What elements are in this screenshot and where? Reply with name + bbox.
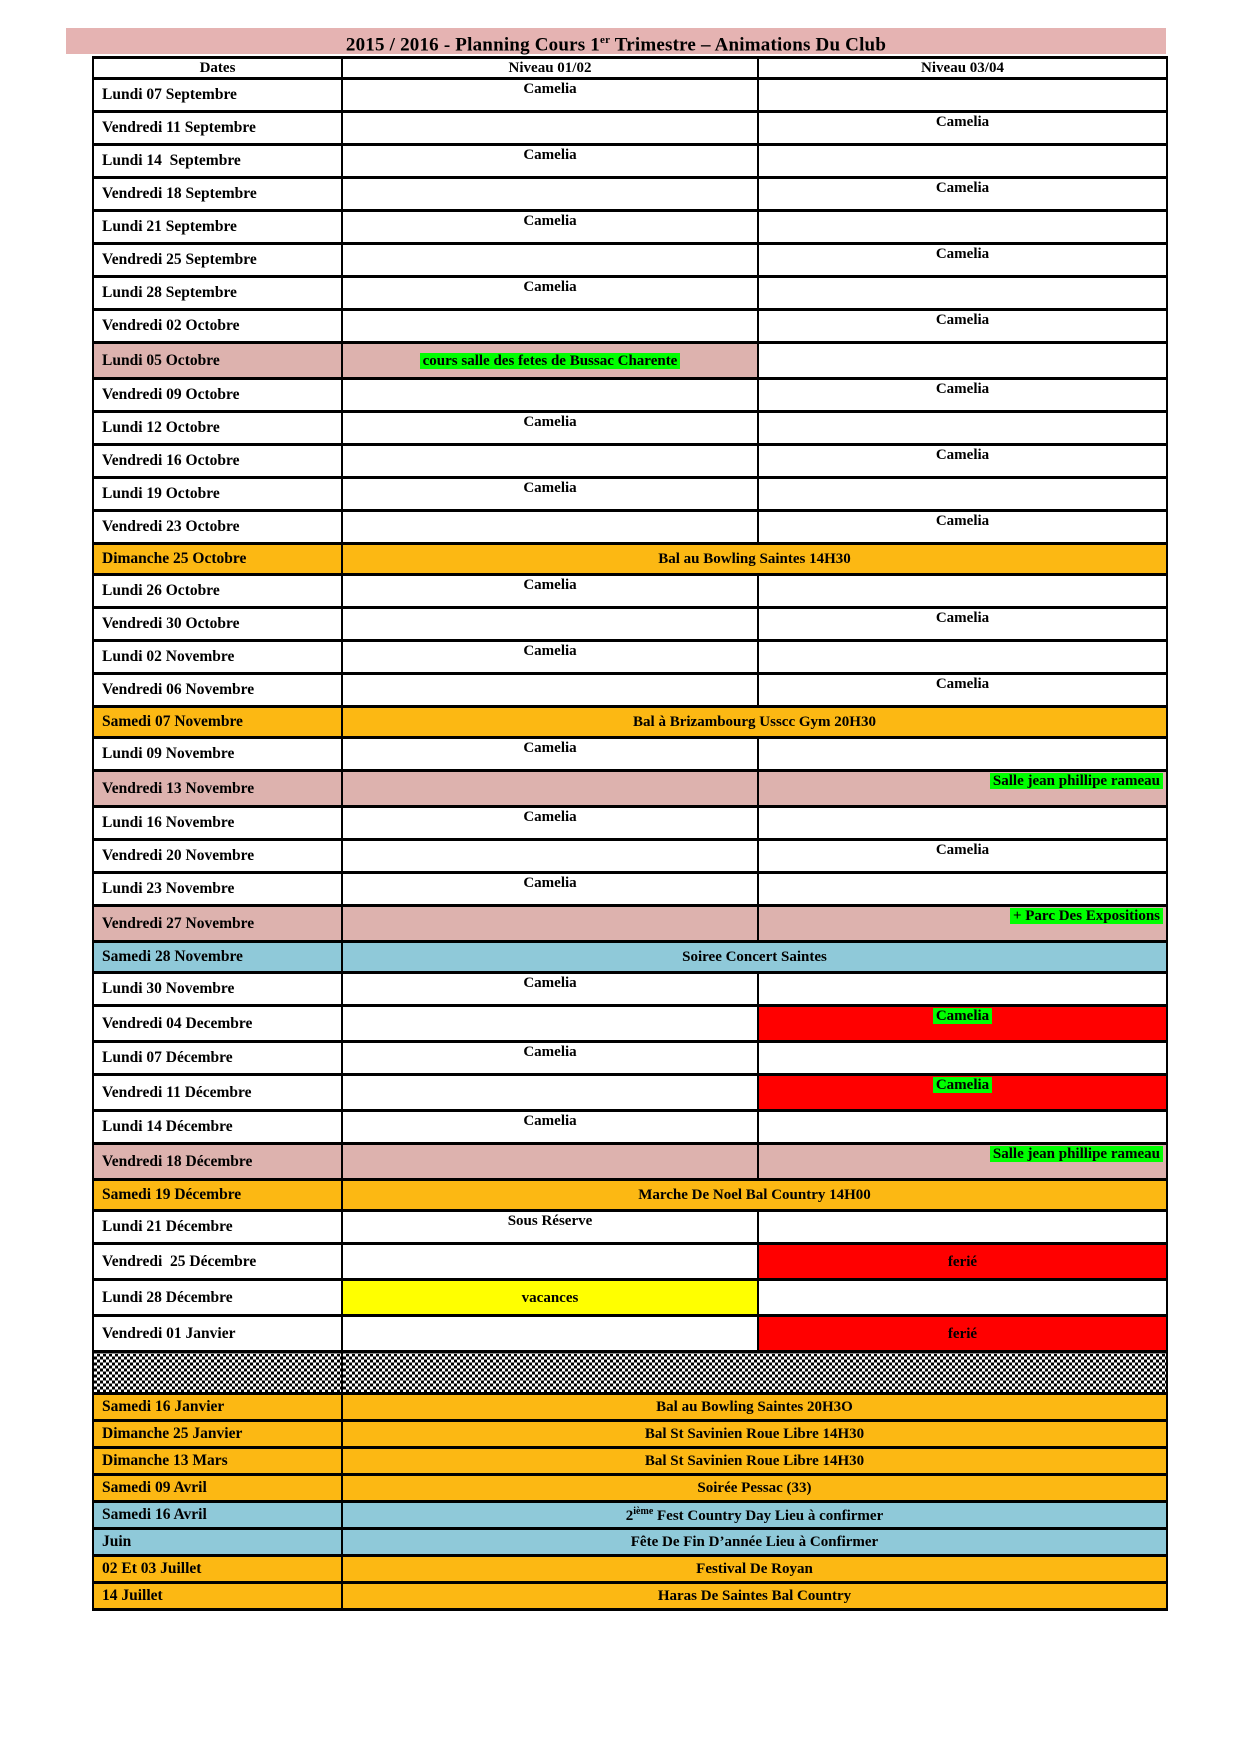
date-cell: Vendredi 11 Décembre <box>93 1075 342 1111</box>
niveau-01-02-cell: Sous Réserve <box>342 1211 758 1244</box>
niveau-03-04-cell <box>758 412 1167 445</box>
date-cell: Lundi 14 Décembre <box>93 1111 342 1144</box>
highlight-label: Camelia <box>933 1077 992 1093</box>
niveau-03-04-cell: Camelia <box>758 112 1167 145</box>
table-row <box>93 807 1167 840</box>
date-cell: Vendredi 02 Octobre <box>93 310 342 343</box>
date-cell: Samedi 16 Janvier <box>93 1394 342 1421</box>
table-row <box>93 1006 1167 1042</box>
table-row <box>93 608 1167 641</box>
event-cell: Festival De Royan <box>342 1556 1167 1583</box>
date-cell: Lundi 19 Octobre <box>93 478 342 511</box>
niveau-01-02-cell <box>342 511 758 544</box>
niveau-01-02-cell: Camelia <box>342 873 758 906</box>
table-row <box>93 211 1167 244</box>
date-cell: 02 Et 03 Juillet <box>93 1556 342 1583</box>
table-row <box>93 641 1167 674</box>
highlight-label: + Parc Des Expositions <box>1010 908 1163 924</box>
niveau-01-02-cell <box>342 1075 758 1111</box>
niveau-03-04-cell: Camelia <box>758 244 1167 277</box>
date-cell: Lundi 21 Décembre <box>93 1211 342 1244</box>
niveau-01-02-cell <box>342 343 758 379</box>
table-row <box>93 873 1167 906</box>
table-row <box>93 1180 1167 1211</box>
event-cell: Soirée Pessac (33) <box>342 1475 1167 1502</box>
page-title-superscript: er <box>600 34 611 46</box>
niveau-03-04-cell: Camelia <box>758 608 1167 641</box>
date-cell: Vendredi 23 Octobre <box>93 511 342 544</box>
niveau-03-04-cell <box>758 1075 1167 1111</box>
date-cell: Vendredi 18 Septembre <box>93 178 342 211</box>
table-row <box>93 1244 1167 1280</box>
niveau-01-02-cell <box>342 178 758 211</box>
table-row <box>93 145 1167 178</box>
column-header-niveau-03-04: Niveau 03/04 <box>758 58 1167 79</box>
table-row <box>93 942 1167 973</box>
niveau-01-02-cell: Camelia <box>342 145 758 178</box>
date-cell: Lundi 28 Septembre <box>93 277 342 310</box>
date-cell: Vendredi 13 Novembre <box>93 771 342 807</box>
date-cell: Lundi 07 Septembre <box>93 79 342 112</box>
table-row <box>93 277 1167 310</box>
niveau-03-04-cell <box>758 1144 1167 1180</box>
table-row <box>93 973 1167 1006</box>
niveau-03-04-cell <box>758 771 1167 807</box>
niveau-01-02-cell <box>342 310 758 343</box>
highlight-label: Camelia <box>933 1008 992 1024</box>
page-title-text: 2015 / 2016 - Planning Cours 1 <box>345 34 600 56</box>
date-cell: Lundi 12 Octobre <box>93 412 342 445</box>
table-row <box>93 771 1167 807</box>
niveau-01-02-cell: Camelia <box>342 575 758 608</box>
table-row <box>93 707 1167 738</box>
table-row <box>93 1421 1167 1448</box>
date-cell: Vendredi 09 Octobre <box>93 379 342 412</box>
date-cell: Samedi 19 Décembre <box>93 1180 342 1211</box>
planning-table <box>92 56 1168 1611</box>
table-row <box>93 310 1167 343</box>
niveau-03-04-cell: Camelia <box>758 674 1167 707</box>
niveau-03-04-cell: Camelia <box>758 178 1167 211</box>
table-row <box>93 445 1167 478</box>
highlight-label: cours salle des fetes de Bussac Charente <box>420 353 681 369</box>
table-row <box>93 1042 1167 1075</box>
niveau-03-04-cell <box>758 906 1167 942</box>
date-cell: Vendredi 30 Octobre <box>93 608 342 641</box>
date-cell: Vendredi 20 Novembre <box>93 840 342 873</box>
niveau-03-04-cell <box>758 478 1167 511</box>
table-row <box>93 1394 1167 1421</box>
table-row <box>93 1280 1167 1316</box>
niveau-03-04-cell <box>758 1006 1167 1042</box>
niveau-03-04-cell <box>758 807 1167 840</box>
table-row <box>93 1075 1167 1111</box>
table-row <box>93 1211 1167 1244</box>
niveau-01-02-cell <box>342 771 758 807</box>
highlight-label: Salle jean phillipe rameau <box>990 773 1163 789</box>
date-cell: Lundi 23 Novembre <box>93 873 342 906</box>
date-cell: Lundi 14 Septembre <box>93 145 342 178</box>
niveau-03-04-cell <box>758 973 1167 1006</box>
niveau-03-04-cell: Camelia <box>758 310 1167 343</box>
niveau-01-02-cell <box>342 906 758 942</box>
date-cell: Vendredi 06 Novembre <box>93 674 342 707</box>
niveau-03-04-cell <box>758 1280 1167 1316</box>
event-cell: Bal au Bowling Saintes 20H3O <box>342 1394 1167 1421</box>
date-cell: Dimanche 25 Janvier <box>93 1421 342 1448</box>
date-cell: Samedi 09 Avril <box>93 1475 342 1502</box>
niveau-01-02-cell <box>342 379 758 412</box>
table-row <box>93 478 1167 511</box>
date-cell: Vendredi 01 Janvier <box>93 1316 342 1352</box>
date-cell: Lundi 09 Novembre <box>93 738 342 771</box>
date-cell: Lundi 28 Décembre <box>93 1280 342 1316</box>
niveau-03-04-cell <box>758 277 1167 310</box>
date-cell: Dimanche 13 Mars <box>93 1448 342 1475</box>
niveau-01-02-cell <box>342 674 758 707</box>
niveau-03-04-cell: Camelia <box>758 840 1167 873</box>
date-cell: Lundi 02 Novembre <box>93 641 342 674</box>
date-cell: Samedi 28 Novembre <box>93 942 342 973</box>
event-cell: Haras De Saintes Bal Country <box>342 1583 1167 1610</box>
event-cell: 2ième Fest Country Day Lieu à confirmer <box>342 1502 1167 1529</box>
page-title-text-end: Trimestre – Animations Du Club <box>610 34 887 56</box>
event-cell: Bal St Savinien Roue Libre 14H30 <box>342 1421 1167 1448</box>
niveau-01-02-cell <box>342 1006 758 1042</box>
niveau-01-02-cell: Camelia <box>342 641 758 674</box>
niveau-03-04-cell: Camelia <box>758 445 1167 478</box>
niveau-01-02-cell: Camelia <box>342 1042 758 1075</box>
niveau-03-04-cell <box>758 343 1167 379</box>
date-cell: Lundi 30 Novembre <box>93 973 342 1006</box>
date-cell: Vendredi 04 Decembre <box>93 1006 342 1042</box>
niveau-01-02-cell <box>342 1144 758 1180</box>
separator-row <box>93 1352 1167 1394</box>
niveau-01-02-cell: Camelia <box>342 1111 758 1144</box>
niveau-03-04-cell: ferié <box>758 1316 1167 1352</box>
date-cell: Samedi 07 Novembre <box>93 707 342 738</box>
niveau-01-02-cell: Camelia <box>342 807 758 840</box>
niveau-01-02-cell <box>342 1316 758 1352</box>
column-header-dates: Dates <box>93 58 342 79</box>
date-cell: Lundi 05 Octobre <box>93 343 342 379</box>
niveau-03-04-cell <box>758 641 1167 674</box>
niveau-03-04-cell <box>758 1042 1167 1075</box>
niveau-03-04-cell <box>758 211 1167 244</box>
event-cell: Soiree Concert Saintes <box>342 942 1167 973</box>
niveau-01-02-cell: Camelia <box>342 738 758 771</box>
table-row <box>93 511 1167 544</box>
table-row <box>93 1475 1167 1502</box>
table-row <box>93 1144 1167 1180</box>
table-row <box>93 575 1167 608</box>
niveau-01-02-cell <box>342 445 758 478</box>
niveau-03-04-cell: ferié <box>758 1244 1167 1280</box>
niveau-01-02-cell <box>342 840 758 873</box>
niveau-03-04-cell <box>758 145 1167 178</box>
date-cell: Vendredi 16 Octobre <box>93 445 342 478</box>
table-row <box>93 544 1167 575</box>
event-cell: Bal au Bowling Saintes 14H30 <box>342 544 1167 575</box>
date-cell: Vendredi 11 Septembre <box>93 112 342 145</box>
niveau-01-02-cell: Camelia <box>342 79 758 112</box>
date-cell: Lundi 07 Décembre <box>93 1042 342 1075</box>
niveau-01-02-cell: Camelia <box>342 211 758 244</box>
event-cell: Fête De Fin D’année Lieu à Confirmer <box>342 1529 1167 1556</box>
header-row <box>93 58 1167 79</box>
date-cell: Vendredi 27 Novembre <box>93 906 342 942</box>
niveau-01-02-cell: Camelia <box>342 412 758 445</box>
planning-table-body <box>93 79 1167 1610</box>
table-row <box>93 343 1167 379</box>
niveau-03-04-cell <box>758 79 1167 112</box>
table-row <box>93 112 1167 145</box>
niveau-01-02-cell <box>342 608 758 641</box>
date-cell: Dimanche 25 Octobre <box>93 544 342 575</box>
event-cell: Marche De Noel Bal Country 14H00 <box>342 1180 1167 1211</box>
table-row <box>93 1583 1167 1610</box>
table-row <box>93 379 1167 412</box>
table-row <box>93 1448 1167 1475</box>
date-cell: Juin <box>93 1529 342 1556</box>
niveau-01-02-cell: Camelia <box>342 277 758 310</box>
table-row <box>93 738 1167 771</box>
table-row <box>93 1316 1167 1352</box>
date-cell: Lundi 21 Septembre <box>93 211 342 244</box>
date-cell: Lundi 16 Novembre <box>93 807 342 840</box>
table-row <box>93 244 1167 277</box>
page-title <box>66 28 1166 54</box>
niveau-01-02-cell: vacances <box>342 1280 758 1316</box>
niveau-01-02-cell <box>342 244 758 277</box>
niveau-03-04-cell <box>758 738 1167 771</box>
niveau-03-04-cell <box>758 575 1167 608</box>
table-row <box>93 1502 1167 1529</box>
table-row <box>93 412 1167 445</box>
niveau-03-04-cell <box>758 1111 1167 1144</box>
date-cell: 14 Juillet <box>93 1583 342 1610</box>
table-row <box>93 674 1167 707</box>
table-row <box>93 178 1167 211</box>
table-row <box>93 79 1167 112</box>
table-row <box>93 906 1167 942</box>
date-cell: Vendredi 18 Décembre <box>93 1144 342 1180</box>
date-cell: Lundi 26 Octobre <box>93 575 342 608</box>
date-cell: Samedi 16 Avril <box>93 1502 342 1529</box>
event-cell: Bal à Brizambourg Usscc Gym 20H30 <box>342 707 1167 738</box>
date-cell: Vendredi 25 Décembre <box>93 1244 342 1280</box>
table-row <box>93 1529 1167 1556</box>
event-cell: Bal St Savinien Roue Libre 14H30 <box>342 1448 1167 1475</box>
niveau-01-02-cell <box>342 112 758 145</box>
table-row <box>93 1556 1167 1583</box>
highlight-label: Salle jean phillipe rameau <box>990 1146 1163 1162</box>
column-header-niveau-01-02: Niveau 01/02 <box>342 58 758 79</box>
date-cell: Vendredi 25 Septembre <box>93 244 342 277</box>
table-row <box>93 840 1167 873</box>
separator-cell <box>342 1352 1167 1394</box>
niveau-01-02-cell: Camelia <box>342 973 758 1006</box>
date-cell <box>93 1352 342 1394</box>
niveau-03-04-cell <box>758 1211 1167 1244</box>
table-row <box>93 1111 1167 1144</box>
niveau-03-04-cell: Camelia <box>758 511 1167 544</box>
niveau-01-02-cell: Camelia <box>342 478 758 511</box>
event-label-superscript: ième <box>633 1505 654 1517</box>
niveau-03-04-cell <box>758 873 1167 906</box>
niveau-03-04-cell: Camelia <box>758 379 1167 412</box>
niveau-01-02-cell <box>342 1244 758 1280</box>
